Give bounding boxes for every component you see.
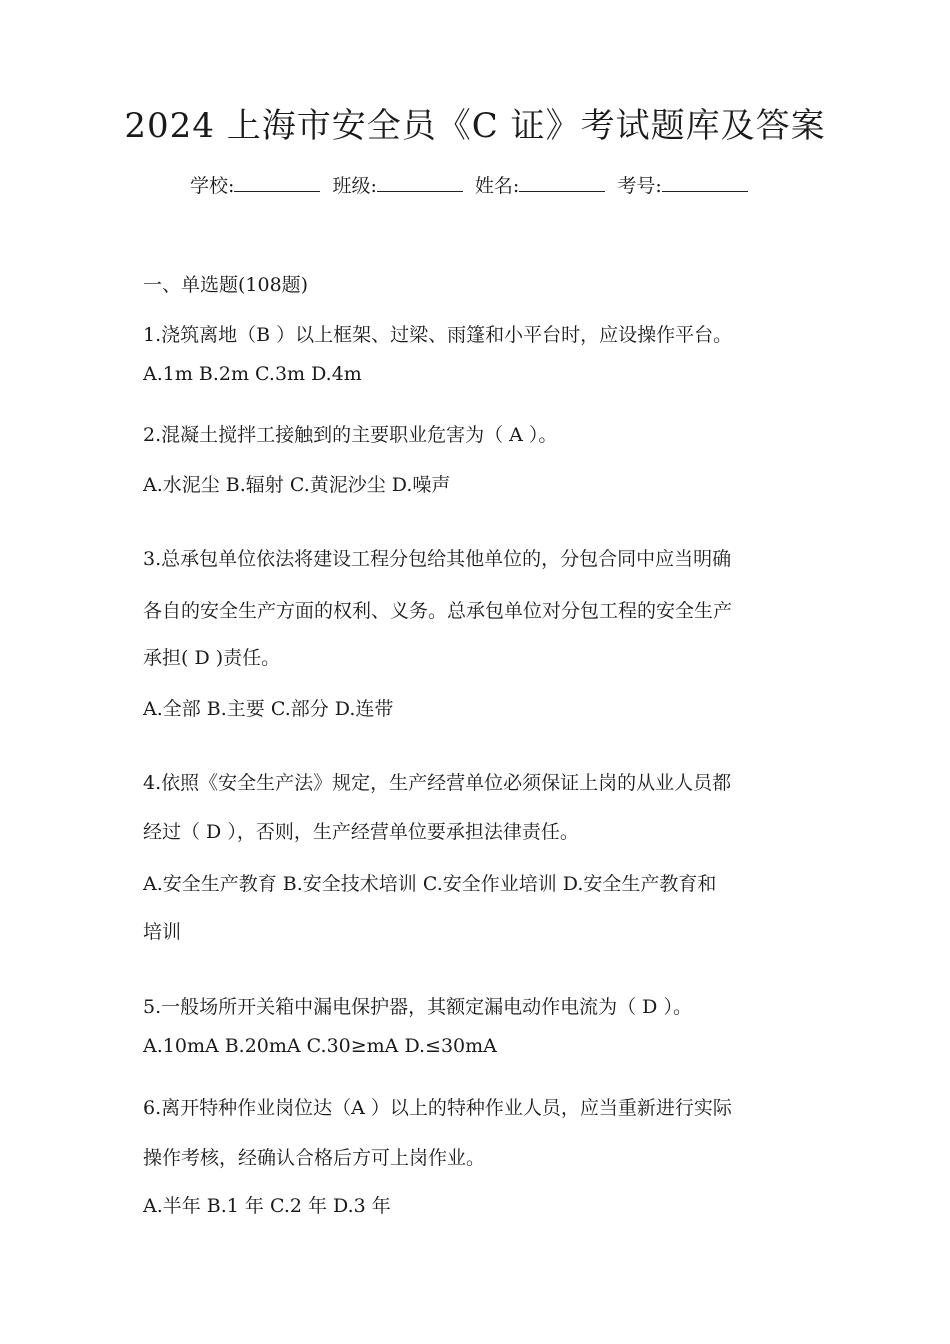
school-blank	[234, 173, 320, 192]
name-label: 姓名:	[474, 175, 520, 197]
question-5-stem: 5.一般场所开关箱中漏电保护器，其额定漏电动作电流为（ D ）。	[143, 996, 692, 1018]
question-4-stem-line-1: 4.依照《安全生产法》规定，生产经营单位必须保证上岗的从业人员都	[143, 772, 732, 794]
question-4-options-line-2: 培训	[143, 921, 182, 943]
student-info-row	[190, 172, 754, 200]
question-6-stem-line-2: 操作考核，经确认合格后方可上岗作业。	[143, 1147, 486, 1169]
question-2-options: A.水泥尘 B.辐射 C.黄泥沙尘 D.噪声	[143, 474, 451, 496]
question-1-options: A.1m B.2m C.3m D.4m	[143, 363, 362, 385]
name-blank	[519, 173, 605, 192]
question-6-stem-line-1: 6.离开特种作业岗位达（A ）以上的特种作业人员，应当重新进行实际	[143, 1097, 732, 1119]
question-6-options: A.半年 B.1 年 C.2 年 D.3 年	[143, 1195, 391, 1217]
question-3-stem-line-2: 各自的安全生产方面的权利、义务。总承包单位对分包工程的安全生产	[143, 600, 733, 622]
question-4-options-line-1: A.安全生产教育 B.安全技术培训 C.安全作业培训 D.安全生产教育和	[143, 873, 717, 895]
question-3-stem-line-3: 承担( D )责任。	[143, 647, 281, 669]
class-label: 班级:	[332, 175, 377, 197]
question-4-stem-line-2: 经过（ D ），否则，生产经营单位要承担法律责任。	[143, 821, 579, 843]
school-label: 学校:	[190, 175, 235, 197]
question-2-stem: 2.混凝土搅拌工接触到的主要职业危害为（ A ）。	[143, 424, 558, 446]
question-5-options: A.10mA B.20mA C.30≥mA D.≤30mA	[143, 1035, 497, 1057]
class-blank	[377, 173, 463, 192]
document-title: 2024 上海市安全员《C 证》考试题库及答案	[124, 106, 826, 146]
section-heading: 一、单选题(108题)	[143, 274, 309, 296]
exam-no-blank	[662, 173, 748, 192]
question-3-options: A.全部 B.主要 C.部分 D.连带	[143, 698, 394, 720]
question-3-stem-line-1: 3.总承包单位依法将建设工程分包给其他单位的，分包合同中应当明确	[143, 548, 732, 570]
question-1-stem: 1.浇筑离地（B ）以上框架、过梁、雨篷和小平台时，应设操作平台。	[143, 324, 733, 346]
exam-no-label: 考号:	[617, 175, 662, 197]
